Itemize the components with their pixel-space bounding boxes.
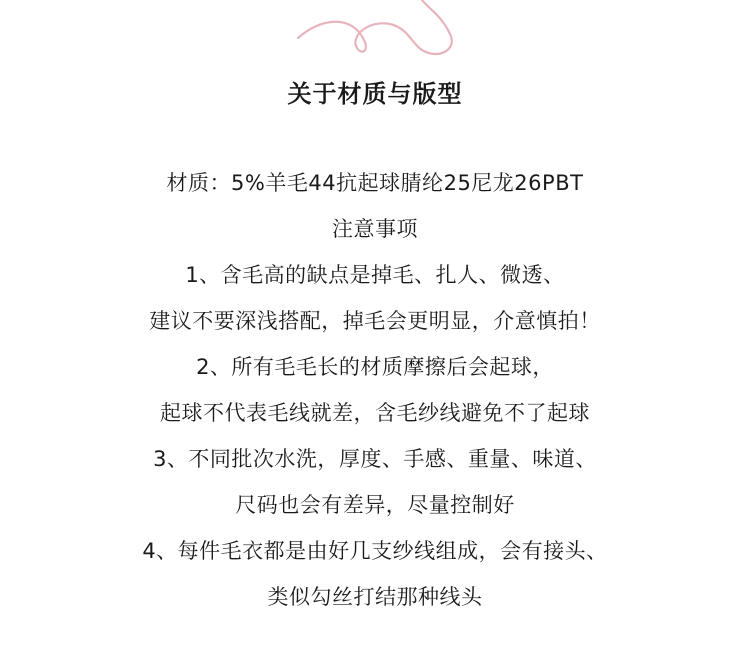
note-line: 1、含毛高的缺点是掉毛、扎人、微透、: [185, 263, 565, 287]
note-line: 2、所有毛毛长的材质摩擦后会起球，: [196, 355, 554, 379]
note-line: 建议不要深浅搭配，掉毛会更明显，介意慎拍！: [149, 309, 601, 333]
page-title: 关于材质与版型: [287, 80, 463, 108]
note-line: 4、每件毛衣都是由好几支纱线组成，会有接头、: [142, 539, 608, 563]
material-line: 材质：5%羊毛44抗起球腈纶25尼龙26PBT: [166, 171, 584, 195]
note-line: 尺码也会有差异，尽量控制好: [235, 493, 515, 517]
notes-heading: 注意事项: [332, 217, 418, 241]
swirl-ornament-icon: [290, 0, 460, 70]
note-line: 类似勾丝打结那种线头: [267, 585, 483, 609]
notes-list: [0, 160, 750, 620]
note-line: 起球不代表毛线就差，含毛纱线避免不了起球: [160, 401, 590, 425]
note-line: 3、不同批次水洗，厚度、手感、重量、味道、: [153, 447, 597, 471]
